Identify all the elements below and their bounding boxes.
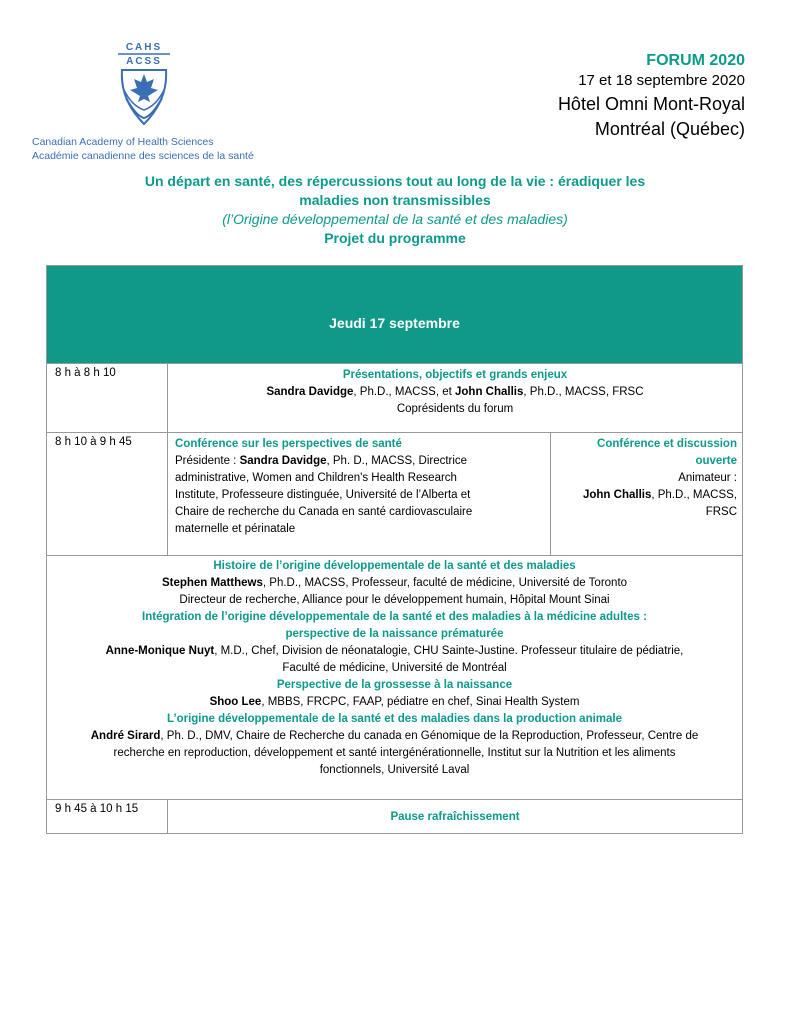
row2-chair: Présidente : Sandra Davidge, Ph. D., MACSS, Directrice: [175, 455, 468, 467]
title-line-1: Un départ en santé, des répercussions tout au long de la vie : éradiquer les: [144, 173, 646, 189]
row1-content: [168, 367, 742, 418]
row2-chair-line: maternelle et périnatale: [175, 523, 296, 535]
session-title: Perspective de la grossesse à la naissance: [276, 679, 513, 691]
title-line-2: maladies non transmissibles: [299, 192, 491, 208]
row4-content: [168, 809, 742, 826]
forum-info: [558, 52, 745, 142]
forum-city: Montréal (Québec): [594, 119, 745, 139]
cahs-acss-logo: [112, 40, 176, 128]
row2-content: [175, 436, 547, 538]
title-subtitle: (l’Origine développemental de la santé et des maladies): [222, 211, 568, 227]
row2-side: [553, 436, 737, 521]
row2-chair-line: Institute, Professeure distinguée, Université de l’Alberta et: [175, 489, 471, 501]
row1-speakers: Sandra Davidge, Ph.D., MACSS, et John Challis, Ph.D., MACSS, FRSC: [266, 386, 644, 398]
row2-chair-line: administrative, Women and Children's Health Research: [175, 472, 457, 484]
svg-text:CAHS: CAHS: [125, 42, 163, 53]
row1-time: 8 h à 8 h 10: [55, 367, 116, 379]
speaker-line: Shoo Lee, MBBS, FRCPC, FAAP, pédiatre en chef, Sinai Health System: [209, 696, 580, 708]
session-title: perspective de la naissance prématurée: [285, 628, 504, 640]
session-title: Intégration de l’origine développementale de la santé et des maladies à la médicine adultes :: [142, 611, 647, 623]
speaker-line: Faculté de médicine, Université de Montréal: [282, 662, 507, 674]
row2-time: 8 h 10 à 9 h 45: [55, 436, 132, 448]
day-label: Jeudi 17 septembre: [329, 315, 460, 331]
session-title: L’origine développementale de la santé et des maladies dans la production animale: [166, 713, 623, 725]
speaker-line: Anne-Monique Nuyt, M.D., Chef, Division de néonatalogie, CHU Sainte-Justine. Professeur titulaire de pédiatrie,: [105, 645, 684, 657]
session-title: Histoire de l’origine développementale de la santé et des maladies: [213, 560, 576, 572]
speaker-line: André Sirard, Ph. D., DMV, Chaire de Recherche du canada en Génomique de la Reproduction, Professeur, Centre de: [90, 730, 699, 742]
row2-side-session: ouverte: [695, 455, 737, 467]
row3-content: [51, 558, 738, 779]
forum-dates: 17 et 18 septembre 2020: [578, 72, 745, 89]
org-name-en: Canadian Academy of Health Sciences: [32, 136, 214, 148]
day-header: [47, 266, 742, 363]
speaker-line: Directeur de recherche, Alliance pour le développement humain, Hôpital Mount Sinai: [179, 594, 610, 606]
forum-title: FORUM 2020: [646, 52, 745, 69]
row1-session: Présentations, objectifs et grands enjeux: [342, 369, 568, 381]
row2-chair-line: Chaire de recherche du Canada en santé cardiovasculaire: [175, 506, 473, 518]
program-table: [46, 265, 743, 834]
row2-side-role: Animateur :: [678, 472, 737, 484]
row2-side-cred: FRSC: [705, 506, 737, 518]
org-name-fr: Académie canadienne des sciences de la santé: [32, 150, 254, 162]
row4-time: 9 h 45 à 10 h 15: [55, 803, 139, 815]
row2-side-speaker: John Challis, Ph.D., MACSS,: [582, 489, 737, 501]
speaker-line: Stephen Matthews, Ph.D., MACSS, Professeur, faculté de médicine, Université de Toronto: [161, 577, 628, 589]
document-title: [60, 172, 730, 248]
speaker-line: fonctionnels, Université Laval: [319, 764, 470, 776]
speaker-line: recherche en reproduction, développement et santé intergénérationnelle, Institut sur la Nutrition et les aliments: [113, 747, 676, 759]
row2-session: Conférence sur les perspectives de santé: [175, 438, 402, 450]
forum-venue: Hôtel Omni Mont-Royal: [557, 94, 745, 114]
row2-side-session: Conférence et discussion: [597, 438, 737, 450]
svg-text:ACSS: ACSS: [126, 56, 162, 67]
row1-role: Coprésidents du forum: [396, 403, 514, 415]
program-label: Projet du programme: [324, 230, 466, 246]
row4-session: Pause rafraîchissement: [390, 811, 520, 823]
